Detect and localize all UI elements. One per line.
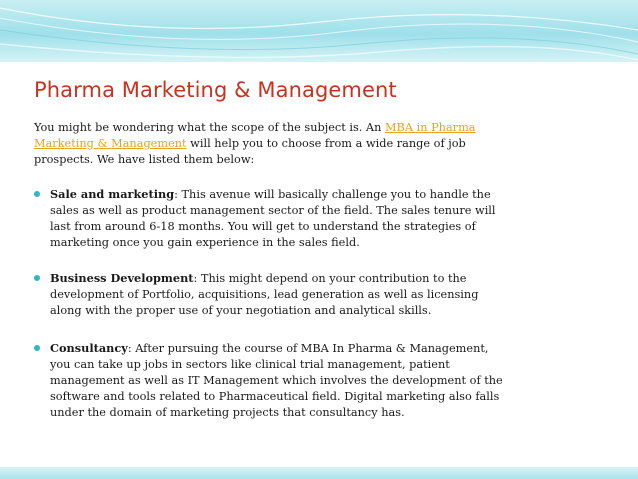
header-decoration-band bbox=[0, 0, 638, 62]
bullet-line bbox=[50, 186, 496, 203]
bullet-heading: Sale and marketing bbox=[50, 187, 175, 201]
bullet-body: : This might depend on your contribution to the bbox=[193, 272, 467, 285]
bullet-text bbox=[50, 340, 503, 421]
bullet-line bbox=[50, 340, 503, 357]
intro-text: will help you to choose from a wide range of job bbox=[186, 137, 466, 150]
bullet-body: software and tools related to Pharmaceutical field. Digital marketing also falls bbox=[50, 390, 500, 403]
bullet-body: under the domain of marketing projects that consultancy has. bbox=[50, 406, 405, 419]
mba-link[interactable]: MBA in Pharma bbox=[384, 121, 476, 134]
intro-paragraph bbox=[34, 120, 624, 168]
intro-text: prospects. We have listed them below: bbox=[34, 153, 255, 166]
bullet-text bbox=[50, 186, 496, 251]
bullet-text bbox=[50, 270, 478, 319]
bullet-body: along with the proper use of your negotiation and analytical skills. bbox=[50, 304, 432, 317]
bullet-dot-icon bbox=[34, 191, 40, 197]
bullet-line bbox=[50, 270, 478, 287]
bullet-body: last from around 6-18 months. You will get to understand the strategies of bbox=[50, 220, 476, 233]
intro-line bbox=[34, 120, 624, 136]
footer-decoration-band bbox=[0, 467, 638, 479]
bullet-body: marketing once you gain experience in the sales field. bbox=[50, 236, 360, 249]
bullet-body: : This avenue will basically challenge you to handle the bbox=[174, 188, 491, 201]
slide-title: Pharma Marketing & Management bbox=[34, 78, 397, 102]
bullet-body: sales as well as product management sector of the field. The sales tenure will bbox=[50, 204, 496, 217]
bullet-body: management as well as IT Management which involves the development of the bbox=[50, 374, 503, 387]
bullet-body: you can take up jobs in sectors like clinical trial management, patient bbox=[50, 358, 450, 371]
bullet-dot-icon bbox=[34, 275, 40, 281]
bullet-heading: Business Development bbox=[50, 271, 194, 285]
intro-text: You might be wondering what the scope of the subject is. An bbox=[34, 121, 385, 134]
intro-line bbox=[34, 136, 624, 152]
bullet-dot-icon bbox=[34, 345, 40, 351]
bullet-heading: Consultancy bbox=[50, 341, 128, 355]
bullet-body: : After pursuing the course of MBA In Pharma & Management, bbox=[127, 342, 489, 355]
wave-lines-decoration bbox=[0, 0, 638, 62]
bullet-body: development of Portfolio, acquisitions, lead generation as well as licensing bbox=[50, 288, 479, 301]
mba-link-continued[interactable]: Marketing & Management bbox=[34, 137, 187, 150]
